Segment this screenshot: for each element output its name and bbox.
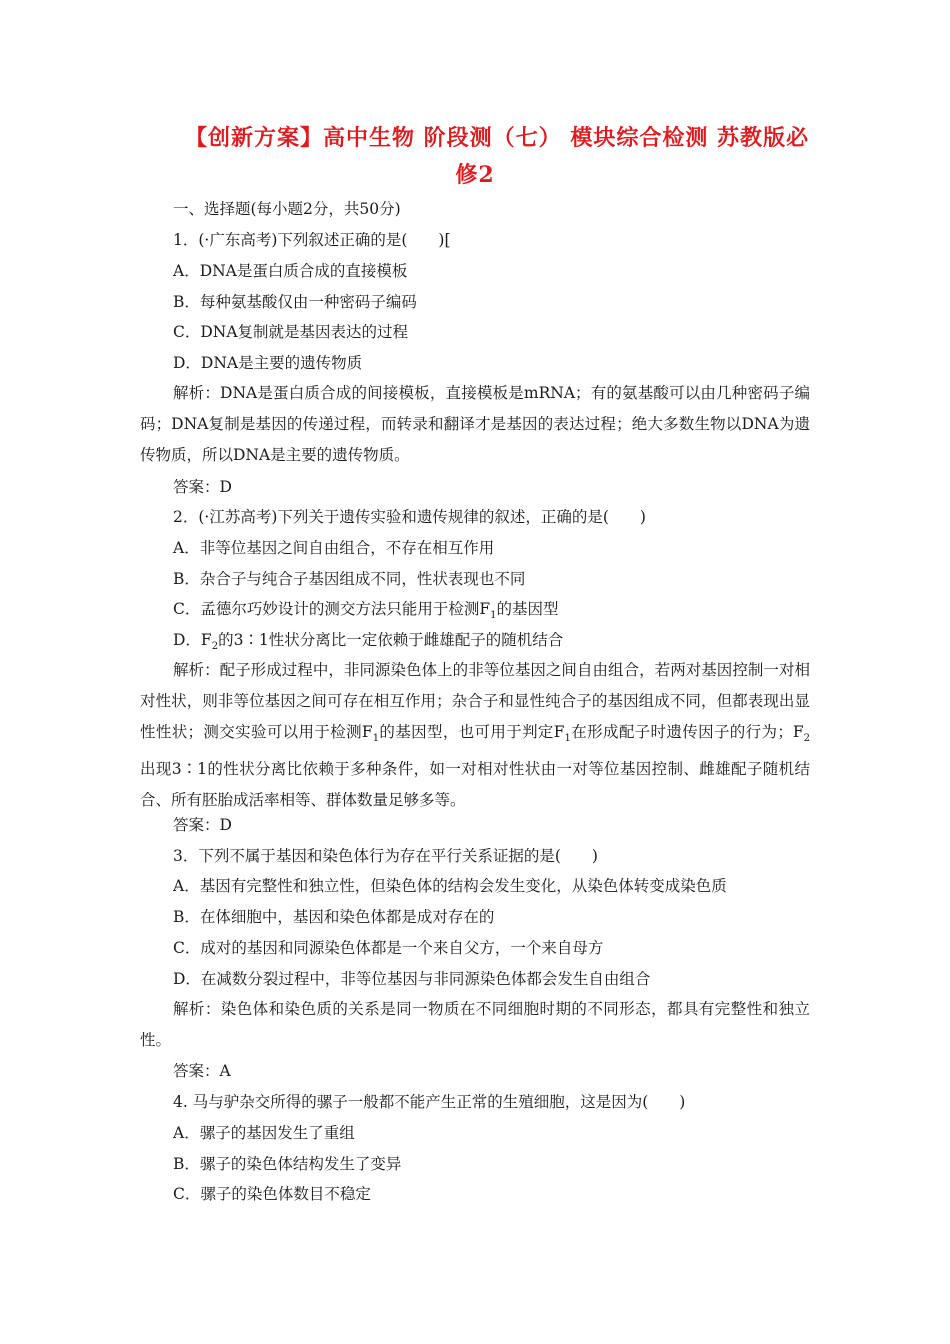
q3-analysis: 解析：染色体和染色质的关系是同一物质在不同细胞时期的不同形态，都具有完整性和独立性。 bbox=[140, 1000, 810, 1049]
q2-option-d-text-end: 的3∶1性状分离比一定依赖于雌雄配子的随机结合 bbox=[218, 631, 564, 649]
q1-option-c: C．DNA复制就是基因表达的过程 bbox=[173, 323, 409, 341]
q1-option-d: D．DNA是主要的遗传物质 bbox=[173, 354, 363, 372]
subscript: 2 bbox=[803, 733, 810, 745]
q3-option-c: C．成对的基因和同源染色体都是一个来自父方，一个来自母方 bbox=[173, 939, 604, 957]
subscript: 2 bbox=[211, 641, 219, 653]
q3-option-b: B．在体细胞中，基因和染色体都是成对存在的 bbox=[173, 908, 495, 926]
q2-option-d-text: D．F bbox=[173, 631, 212, 649]
q3-answer: 答案：A bbox=[173, 1062, 231, 1080]
q4-stem: 4. 马与驴杂交所得的骡子一般都不能产生正常的生殖细胞，这是因为( ) bbox=[173, 1093, 686, 1111]
section-heading: 一、选择题(每小题2分，共50分) bbox=[173, 200, 401, 218]
q1-option-a: A．DNA是蛋白质合成的直接模板 bbox=[173, 262, 408, 280]
q2-analysis-part-4: 出现3∶1的性状分离比依赖于多种条件，如一对相对性状由一对等位基因控制、雌雄配子随机结合、所有胚胎成活率相等、群体数量足够多等。 bbox=[140, 760, 810, 810]
subscript: 1 bbox=[372, 733, 380, 745]
q2-option-c-text: C．孟德尔巧妙设计的测交方法只能用于检测F bbox=[173, 600, 491, 618]
q4-option-a: A．骡子的基因发生了重组 bbox=[173, 1124, 355, 1142]
q4-option-b: B．骡子的染色体结构发生了变异 bbox=[173, 1155, 402, 1173]
title-line-1: 【创新方案】高中生物 阶段测（七） 模块综合检测 苏教版必 bbox=[185, 125, 809, 151]
q2-stem: 2．(·江苏高考)下列关于遗传实验和遗传规律的叙述，正确的是( ) bbox=[173, 508, 646, 526]
q3-option-a: A．基因有完整性和独立性，但染色体的结构会发生变化，从染色体转变成染色质 bbox=[173, 877, 727, 895]
q1-option-b: B．每种氨基酸仅由一种密码子编码 bbox=[173, 293, 417, 311]
q1-stem: 1．(·广东高考)下列叙述正确的是( )[ bbox=[173, 231, 451, 249]
q1-analysis: 解析：DNA是蛋白质合成的间接模板，直接模板是mRNA；有的氨基酸可以由几种密码子编码；DNA复制是基因的传递过程，而转录和翻译才是基因的表达过程；绝大多数生物以DNA为遗传物质，所以DNA是主要的遗传物质。 bbox=[140, 384, 810, 464]
q2-option-a: A．非等位基因之间自由组合，不存在相互作用 bbox=[173, 539, 495, 557]
q2-option-b: B．杂合子与纯合子基因组成不同，性状表现也不同 bbox=[173, 570, 526, 588]
q2-option-c-text-end: 的基因型 bbox=[496, 600, 559, 618]
q4-option-c: C．骡子的染色体数目不稳定 bbox=[173, 1185, 371, 1203]
q2-analysis-part-2: 的基因型，也可用于判定F bbox=[379, 723, 565, 741]
q2-answer: 答案：D bbox=[173, 816, 232, 834]
q2-option-d bbox=[173, 630, 563, 657]
subscript: 1 bbox=[564, 733, 571, 745]
q1-answer: 答案：D bbox=[173, 478, 232, 496]
q3-option-d: D．在减数分裂过程中，非等位基因与非同源染色体都会发生自由组合 bbox=[173, 970, 651, 988]
title-line-2: 修2 bbox=[455, 162, 495, 188]
q2-analysis-part-3: 在形成配子时遗传因子的行为；F bbox=[570, 723, 804, 741]
q3-stem: 3．下列不属于基因和染色体行为存在平行关系证据的是( ) bbox=[173, 847, 598, 865]
subscript: 1 bbox=[490, 610, 497, 622]
q2-analysis-part-1: 解析：配子形成过程中，非同源染色体上的非等位基因之间自由组合，若两对基因控制一对相对性状，则非等位基因之间可存在相互作用；杂合子和显性纯合子的基因组成不同，但都表现出显性性状；测交实验可以用于检测F bbox=[140, 661, 810, 741]
q2-option-c bbox=[173, 599, 559, 626]
q2-analysis bbox=[140, 655, 810, 816]
